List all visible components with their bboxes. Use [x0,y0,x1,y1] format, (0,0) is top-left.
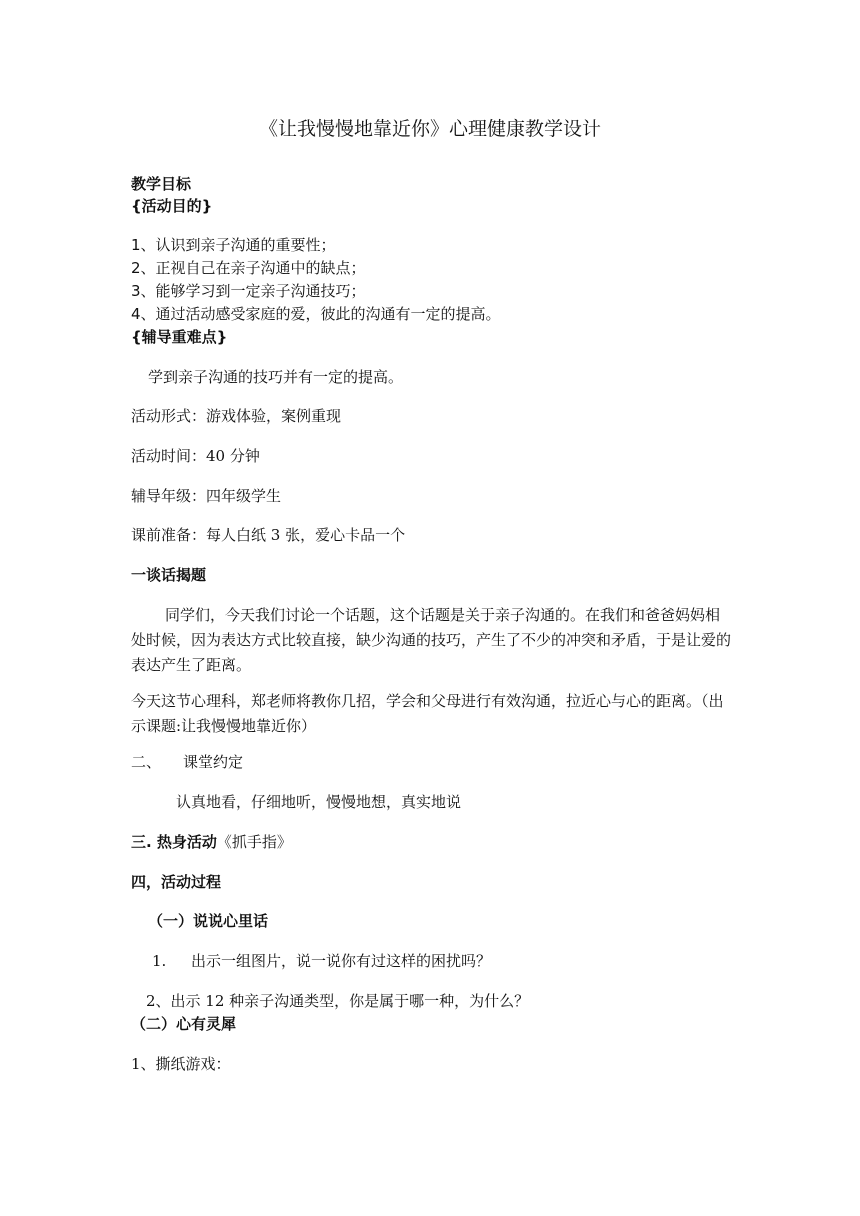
section1-paragraph: 同学们，今天我们讨论一个话题，这个话题是关于亲子沟通的。在我们和爸爸妈妈相处时候，因为表达方式比较直接，缺少沟通的技巧，产生了不少的冲突和矛盾，于是让爱的表达产生了距离。 [131,606,732,674]
goal-item: 3、能够学习到一定亲子沟通技巧； [131,282,366,300]
sub2-item: 1、撕纸游戏： [131,1055,231,1073]
sub1-item-text: 出示一组图片，说一说你有过这样的困扰吗？ [191,952,492,970]
goal-item: 1、认识到亲子沟通的重要性； [131,236,336,254]
key-points-text: 学到亲子沟通的技巧并有一定的提高。 [148,368,404,386]
grade: 辅导年级：四年级学生 [131,487,282,505]
sub2-heading: （二）心有灵犀 [131,1015,237,1033]
section2-text: 认真地看，仔细地听，慢慢地想，真实地说 [176,793,462,811]
section3-heading [131,831,292,853]
goals-heading: 教学目标 [131,175,192,193]
section3-heading-bold: 三. 热身活动 [131,833,217,851]
section1-heading: 一谈话揭题 [131,566,207,584]
sub1-heading: （一）说说心里话 [148,912,269,930]
section2-number: 二、 [131,753,162,771]
activity-time: 活动时间：40 分钟 [131,447,260,465]
section1-paragraph: 今天这节心理科，郑老师将教你几招，学会和父母进行有效沟通，拉近心与心的距离。（出示课题:让我慢慢地靠近你） [131,692,724,735]
goal-item: 2、正视自己在亲子沟通中的缺点； [131,259,366,277]
sub1-item: 2、出示 12 种亲子沟通类型，你是属于哪一种，为什么？ [146,992,530,1010]
section2-label: 课堂约定 [183,753,244,771]
goal-item: 4、通过活动感受家庭的爱，彼此的沟通有一定的提高。 [131,305,501,323]
activity-form: 活动形式：游戏体验，案例重现 [131,407,342,425]
activity-goal-heading: {活动目的} [131,197,213,215]
section3-heading-rest: 《抓手指》 [216,833,292,851]
document-title: 《让我慢慢地靠近你》心理健康教学设计 [258,118,601,140]
preparation: 课前准备：每人白纸 3 张，爱心卡品一个 [131,526,406,544]
sub1-item-number: 1. [152,952,167,970]
key-points-heading: {辅导重难点} [131,328,228,346]
section4-heading: 四，活动过程 [131,873,222,891]
